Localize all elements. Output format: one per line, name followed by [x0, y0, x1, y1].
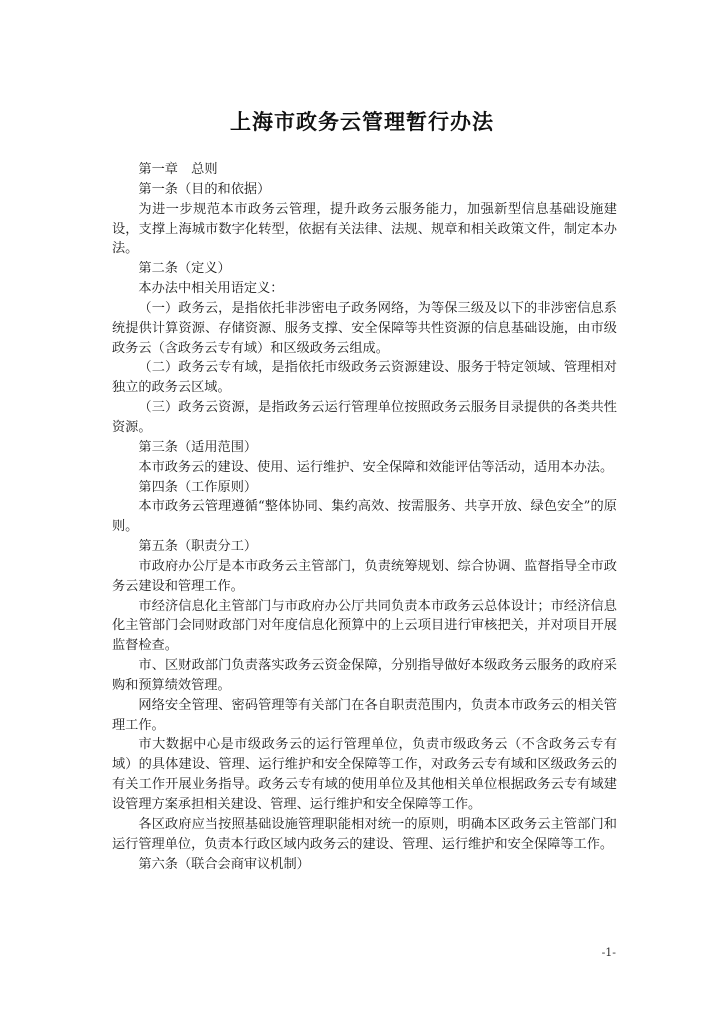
article-paragraph: 本市政务云管理遵循“整体协同、集约高效、按需服务、共享开放、绿色安全”的原则。: [112, 499, 617, 535]
article-paragraph: 市政府办公厅是本市政务云主管部门，负责统筹规划、综合协调、监督指导全市政务云建设和管理工作。: [112, 558, 617, 594]
article-paragraph: 各区政府应当按照基础设施管理职能相对统一的原则，明确本区政务云主管部门和运行管理单位，负责本行政区域内政务云的建设、管理、运行维护和安全保障等工作。: [112, 816, 617, 852]
article-heading: 第三条（适用范围）: [138, 439, 258, 455]
article-paragraph: 市大数据中心是市级政务云的运行管理单位，负责市级政务云（不含政务云专有域）的具体建设、管理、运行维护和安全保障等工作，对政务云专有域和区级政务云的有关工作开展业务指导。政务云专有域的使用单位及其他相关单位根据政务云专有域建设管理方案承担相关建设、管理、运行维护和安全保障等工作。: [112, 737, 617, 812]
article-paragraph: 本办法中相关用语定义：: [138, 281, 284, 297]
article-paragraph: （三）政务云资源，是指政务云运行管理单位按照政务云服务目录提供的各类共性资源。: [112, 400, 617, 435]
page-number: -1-: [601, 946, 616, 959]
document-title: 上海市政务云管理暂行办法: [230, 110, 494, 134]
article-heading: 第二条（定义）: [138, 261, 231, 277]
article-paragraph: 为进一步规范本市政务云管理，提升政务云服务能力，加强新型信息基础设施建设，支撑上海城市数字化转型，依据有关法律、法规、规章和相关政策文件，制定本办法。: [112, 201, 617, 257]
chapter-heading: 第一章 总则: [138, 162, 218, 177]
article-paragraph: 市经济信息化主管部门与市政府办公厅共同负责本市政务云总体设计；市经济信息化主管部门会同财政部门对年度信息化预算中的上云项目进行审核把关，并对项目开展监督检查。: [112, 598, 617, 654]
article-heading: 第五条（职责分工）: [138, 539, 258, 555]
article-paragraph: 本市政务云的建设、使用、运行维护、安全保障和效能评估等活动，适用本办法。: [138, 459, 614, 475]
article-heading: 第六条（联合会商审议机制）: [138, 856, 310, 872]
article-paragraph: 网络安全管理、密码管理等有关部门在各自职责范围内，负责本市政务云的相关管理工作。: [112, 697, 617, 733]
article-paragraph: （二）政务云专有域，是指依托市级政务云资源建设、服务于特定领域、管理相对独立的政务云区域。: [112, 360, 617, 396]
article-paragraph: （一）政务云，是指依托非涉密电子政务网络，为等保三级及以下的非涉密信息系统提供计算资源、存储资源、服务支撑、安全保障等共性资源的信息基础设施，由市级政务云（含政务云专有域）和区级政务云组成。: [112, 300, 617, 356]
article-heading: 第四条（工作原则）: [138, 479, 258, 495]
article-paragraph: 市、区财政部门负责落实政务云资金保障，分别指导做好本级政务云服务的政府采购和预算绩效管理。: [112, 658, 617, 693]
document-body: [112, 160, 617, 874]
article-heading: 第一条（目的和依据）: [138, 181, 271, 197]
